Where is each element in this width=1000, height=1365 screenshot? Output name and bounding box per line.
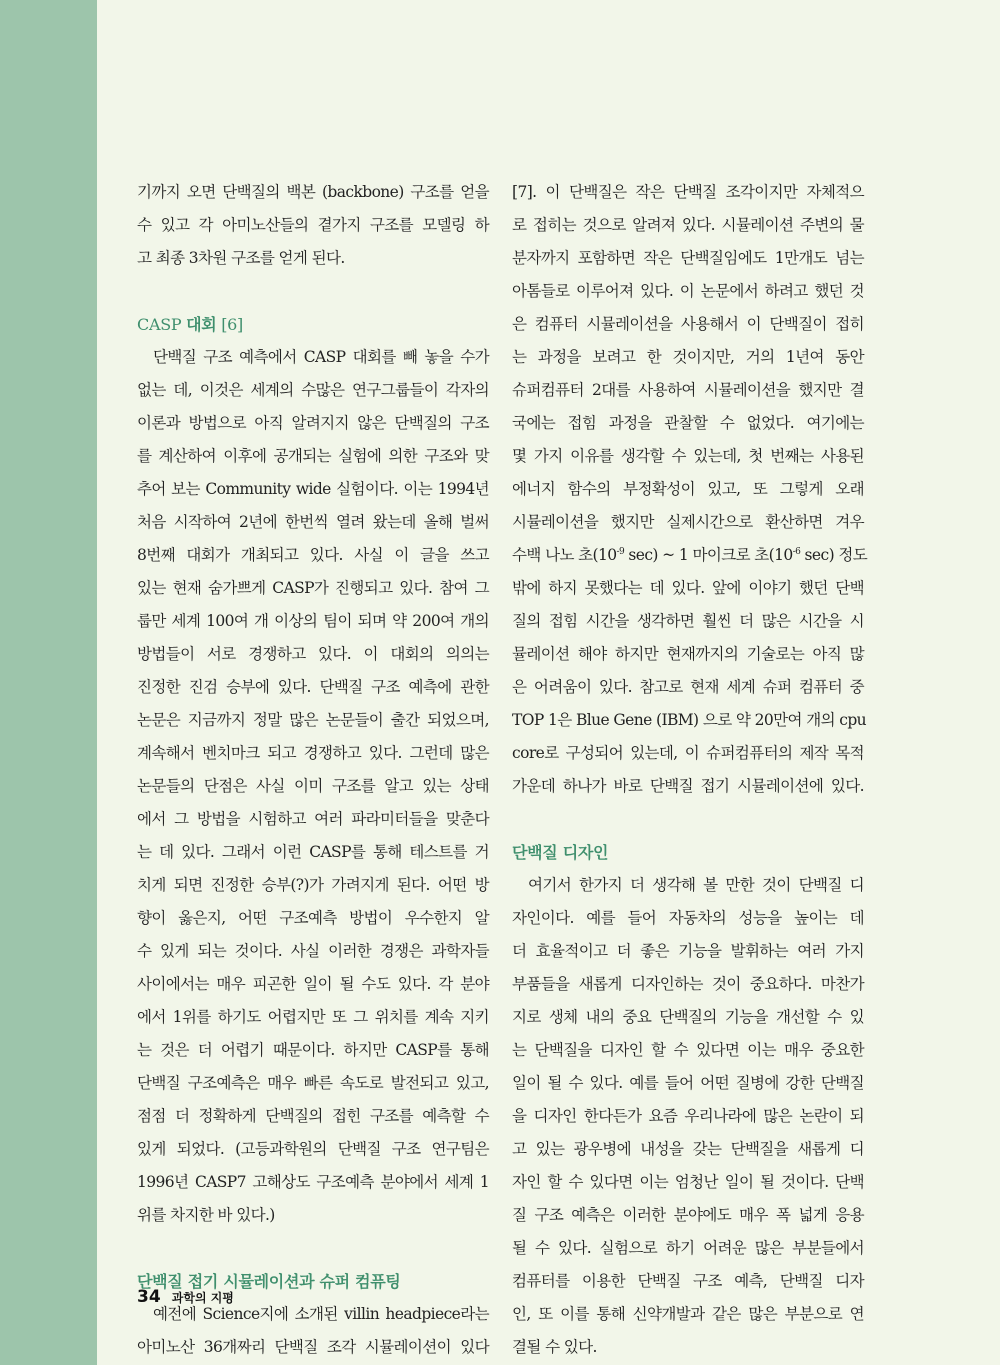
section-heading-design: 단백질 디자인 <box>512 843 609 862</box>
body-text-line: 수 있게 되는 것이다. 사실 이러한 경쟁은 과학자들 <box>137 942 489 960</box>
body-text-line: 향이 옳은지, 어떤 구조예측 방법이 우수한지 알 <box>137 909 489 927</box>
body-text-line: 더 효율적이고 더 좋은 기능을 발휘하는 여러 가지 <box>512 942 864 960</box>
body-text-line: 논문들의 단점은 사실 이미 구조를 알고 있는 상태 <box>137 777 489 795</box>
body-text-line: TOP 1은 Blue Gene (IBM) 으로 약 20만여 개의 cpu <box>512 711 867 729</box>
body-text-line: 8번째 대회가 개최되고 있다. 사실 이 글을 쓰고 <box>137 546 489 564</box>
body-text-line: 에너지 함수의 부정확성이 있고, 또 그렇게 오래 <box>512 480 864 498</box>
body-text-line: 질 구조 예측은 이러한 분야에도 매우 폭 넓게 응용 <box>512 1206 864 1224</box>
side-color-strip <box>0 0 97 1365</box>
page-footer <box>137 1287 234 1307</box>
body-text-line: 는 데 있다. 그래서 이런 CASP를 통해 테스트를 거 <box>137 843 489 861</box>
body-text-line: 위를 차지한 바 있다.) <box>137 1206 275 1224</box>
body-text-line: 있게 되었다. (고등과학원의 단백질 구조 연구팀은 <box>137 1140 489 1158</box>
body-text-line: 는 과정을 보려고 한 것이지만, 거의 1년여 동안 <box>512 348 864 366</box>
paragraph-gap <box>137 1232 489 1265</box>
body-text-line: 일이 될 수 있다. 예를 들어 어떤 질병에 강한 단백질 <box>512 1074 864 1092</box>
exponent-micro: -6 <box>792 546 801 557</box>
body-text-line: 국에는 접힘 과정을 관찰할 수 없었다. 여기에는 <box>512 414 864 432</box>
paragraph-gap <box>137 275 489 308</box>
body-text-line: core로 구성되어 있는데, 이 슈퍼컴퓨터의 제작 목적 <box>512 744 864 762</box>
body-text-line: 는 것은 더 어렵기 때문이다. 하지만 CASP를 통해 <box>137 1041 489 1059</box>
right-column <box>512 176 868 1364</box>
body-text-line: 아미노산 36개짜리 단백질 조각 시뮬레이션이 있다 <box>137 1338 489 1356</box>
time-text-b: sec) ~ 1 마이크로 초(10 <box>624 546 793 564</box>
body-text-line: 될 수 있다. 실험으로 하기 어려운 많은 부분들에서 <box>512 1239 864 1257</box>
body-text-line: 밖에 하지 못했다는 데 있다. 앞에 이야기 했던 단백 <box>512 579 864 597</box>
body-text-line: 몇 가지 이유를 생각할 수 있는데, 첫 번째는 사용된 <box>512 447 864 465</box>
body-text-line: 은 어려움이 있다. 참고로 현재 세계 슈퍼 컴퓨터 중 <box>512 678 864 696</box>
body-text-line: 단백질 구조예측은 매우 빠른 속도로 발전되고 있고, <box>137 1074 489 1092</box>
heading-latin: CASP <box>137 315 187 334</box>
body-text-line: 인, 또 이를 통해 신약개발과 같은 많은 부분으로 연 <box>512 1305 864 1323</box>
body-text-line: 사이에서는 매우 피곤한 일이 될 수도 있다. 각 분야 <box>137 975 489 993</box>
body-text-line: 부품들을 새롭게 디자인하는 것이 중요하다. 마찬가 <box>512 975 864 993</box>
body-text-line: 있는 현재 숨가쁘게 CASP가 진행되고 있다. 참여 그 <box>137 579 489 597</box>
section-heading-casp <box>137 308 489 341</box>
body-text-line: 뮬레이션 해야 하지만 현재까지의 기술로는 아직 많 <box>512 645 864 663</box>
body-text-line: 자인 할 수 있다면 이는 엄청난 일이 될 것이다. 단백 <box>512 1173 864 1191</box>
body-text-line: 에서 1위를 하기도 어렵지만 또 그 위치를 계속 지키 <box>137 1008 489 1026</box>
body-text-line: 논문은 지금까지 정말 많은 논문들이 출간 되었으며, <box>137 711 489 729</box>
body-text-line: 은 컴퓨터 시뮬레이션을 사용해서 이 단백질이 접히 <box>512 315 864 333</box>
body-text-line: 룹만 세계 100여 개 이상의 팀이 되며 약 200여 개의 <box>137 612 489 630</box>
heading-ref: [6] <box>216 315 243 334</box>
magazine-title: 과학의 지평 <box>171 1291 234 1305</box>
body-text-line: 치게 되면 진정한 승부(?)가 가려지게 된다. 어떤 방 <box>137 876 489 894</box>
body-text-line: 수 있고 각 아미노산들의 곁가지 구조를 모델링 하 <box>137 216 489 234</box>
left-column <box>137 176 489 1364</box>
body-text-line: [7]. 이 단백질은 작은 단백질 조각이지만 자체적으 <box>512 183 864 201</box>
body-text-line: 단백질 구조 예측에서 CASP 대회를 빼 놓을 수가 <box>153 348 489 366</box>
body-text-line: 여기서 한가지 더 생각해 볼 만한 것이 단백질 디 <box>528 876 864 894</box>
body-text-line: 추어 보는 Community wide 실험이다. 이는 1994년 <box>137 480 489 498</box>
exponent-nano: -9 <box>616 546 625 557</box>
body-text-line: 점점 더 정확하게 단백질의 접힌 구조를 예측할 수 <box>137 1107 489 1125</box>
body-text-line: 고 최종 3차원 구조를 얻게 된다. <box>137 249 345 267</box>
body-text-line: 질의 접힘 시간을 생각하면 훨씬 더 많은 시간을 시 <box>512 612 864 630</box>
body-text-line: 예전에 Science지에 소개된 villin headpiece라는 <box>153 1305 489 1323</box>
section-heading-folding: 단백질 접기 시뮬레이션과 슈퍼 컴퓨팅 <box>137 1272 401 1291</box>
body-text-line: 방법들이 서로 경쟁하고 있다. 이 대회의 의의는 <box>137 645 489 663</box>
body-text-line: 지로 생체 내의 중요 단백질의 기능을 개선할 수 있 <box>512 1008 864 1026</box>
time-text-a: 수백 나노 초(10 <box>512 546 617 564</box>
body-text-line: 결될 수 있다. <box>512 1338 597 1356</box>
body-text-line: 가운데 하나가 바로 단백질 접기 시뮬레이션에 있다. <box>512 777 864 795</box>
body-text-line: 분자까지 포함하면 작은 단백질임에도 1만개도 넘는 <box>512 249 864 267</box>
paragraph-gap <box>512 803 864 836</box>
body-text-line-time-scale <box>512 539 868 572</box>
body-text-line: 아톰들로 이루어져 있다. 이 논문에서 하려고 했던 것 <box>512 282 864 300</box>
body-text-line: 처음 시작하여 2년에 한번씩 열려 왔는데 올해 벌써 <box>137 513 489 531</box>
body-text-line: 계속해서 벤치마크 되고 경쟁하고 있다. 그런데 많은 <box>137 744 489 762</box>
body-text-line: 를 계산하여 이후에 공개되는 실험에 의한 구조와 맞 <box>137 447 489 465</box>
body-text-line: 시뮬레이션을 했지만 실제시간으로 환산하면 겨우 <box>512 513 864 531</box>
body-text-line: 기까지 오면 단백질의 백본 (backbone) 구조를 얻을 <box>137 183 489 201</box>
heading-korean: 대회 <box>186 315 217 334</box>
page-number: 34 <box>137 1287 161 1307</box>
body-text-line: 컴퓨터를 이용한 단백질 구조 예측, 단백질 디자 <box>512 1272 864 1290</box>
body-text-line: 에서 그 방법을 시험하고 여러 파라미터들을 맞춘다 <box>137 810 489 828</box>
body-text-line: 이론과 방법으로 아직 알려지지 않은 단백질의 구조 <box>137 414 489 432</box>
time-text-c: sec) 정도 <box>800 546 868 564</box>
body-text-line: 로 접히는 것으로 알려져 있다. 시뮬레이션 주변의 물 <box>512 216 864 234</box>
body-text-line: 1996년 CASP7 고해상도 구조예측 분야에서 세계 1 <box>137 1173 489 1191</box>
body-text-line: 슈퍼컴퓨터 2대를 사용하여 시뮬레이션을 했지만 결 <box>512 381 864 399</box>
body-text-line: 진정한 진검 승부에 있다. 단백질 구조 예측에 관한 <box>137 678 489 696</box>
body-text-line: 는 단백질을 디자인 할 수 있다면 이는 매우 중요한 <box>512 1041 864 1059</box>
body-text-line: 자인이다. 예를 들어 자동차의 성능을 높이는 데 <box>512 909 864 927</box>
body-text-line: 고 있는 광우병에 내성을 갖는 단백질을 새롭게 디 <box>512 1140 864 1158</box>
body-text-line: 을 디자인 한다든가 요즘 우리나라에 많은 논란이 되 <box>512 1107 864 1125</box>
body-text-line: 없는 데, 이것은 세계의 수많은 연구그룹들이 각자의 <box>137 381 489 399</box>
